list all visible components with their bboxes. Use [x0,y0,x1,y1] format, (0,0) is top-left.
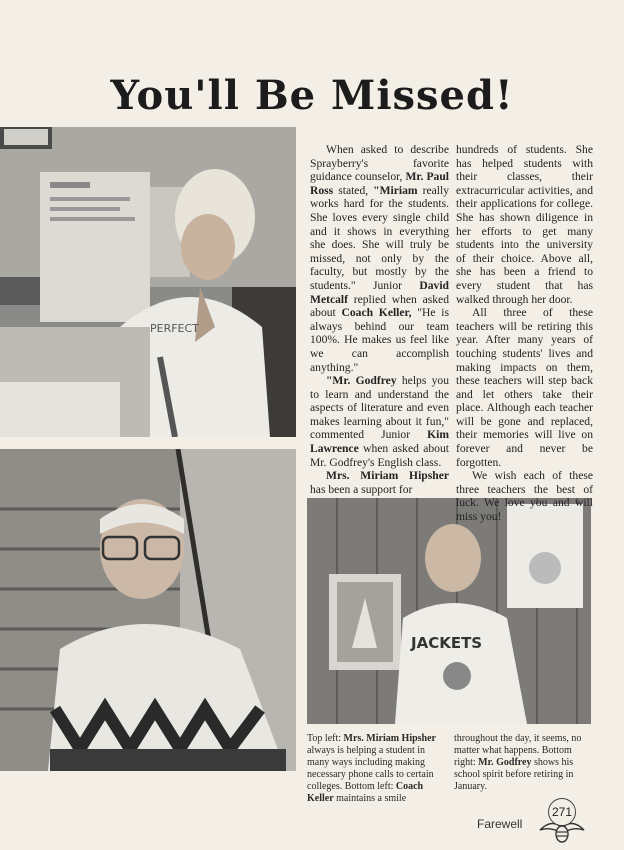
photo-caption-right: throughout the day, it seems, no matter what happens. Bottom right: Mr. Godfrey shows his school spirit before retiring in January. [454,733,582,792]
name-miriam-hipsher: Mrs. Miriam Hipsher [326,469,449,483]
photo-coach-on-stairs [0,449,296,771]
section-label: Farewell [477,817,523,831]
article-paragraph-5: All three of these teachers will be retiring this year. After many years of touching students' lives and making impacts on them, these teachers will step back and let others take their place. Although each teacher will be gone and replaced, their memories will live on forever and never be forgotten. [456,306,593,469]
name-kim-lawrence: Kim Lawrence [310,428,449,456]
article-column-2 [456,143,593,524]
name-david-metcalf: David Metcalf [310,278,449,306]
article-paragraph-2: "Mr. Godfrey helps you to learn and understand the aspects of literature and even makes learning about it fun," commented Junior Kim Lawrence when asked about Mr. Godfrey's English class. [310,374,449,469]
article-paragraph-3: Mrs. Miriam Hipsher has been a support for [310,469,449,496]
shirt-print: PERFECT [150,322,199,335]
name-paul-ross: Mr. Paul Ross [310,170,449,197]
article-paragraph-1: When asked to describe Sprayberry's favorite guidance counselor, Mr. Paul Ross stated, "Miriam really works hard for the students. She loves every single child and it shows in everything she does. She will truly be missed, not only by the faculty, but mostly by the students." Junior David Metcalf replied when asked about Coach Keller, "He is always behind our team 100%. He makes us feel like we can accomplish anything." [310,143,449,374]
article-paragraph-6: We wish each of these three teachers the best of luck. We love you and will miss you! [456,469,593,524]
page-title: You'll Be Missed! [110,72,514,119]
article-paragraph-4: hundreds of students. She has helped students with their classes, their extracurricular activities, and their applications for college. She has shown diligence in her efforts to get many students into the university of their choice. Above all, she has been a friend to every student that has walked through her door. [456,143,593,306]
name-coach-keller: Coach Keller, [341,306,412,320]
page-number: 271 [548,798,576,826]
sweatshirt-print: JACKETS [411,634,483,652]
photo-teacher-jackets-shirt [307,498,591,724]
photo-caption-left: Top left: Mrs. Miriam Hipsher always is helping a student in many ways including making necessary phone calls to certain colleges. Bottom left: Coach Keller maintains a smile [307,733,436,804]
photo-counselor-on-phone [0,127,296,437]
article-column-1 [310,143,449,496]
